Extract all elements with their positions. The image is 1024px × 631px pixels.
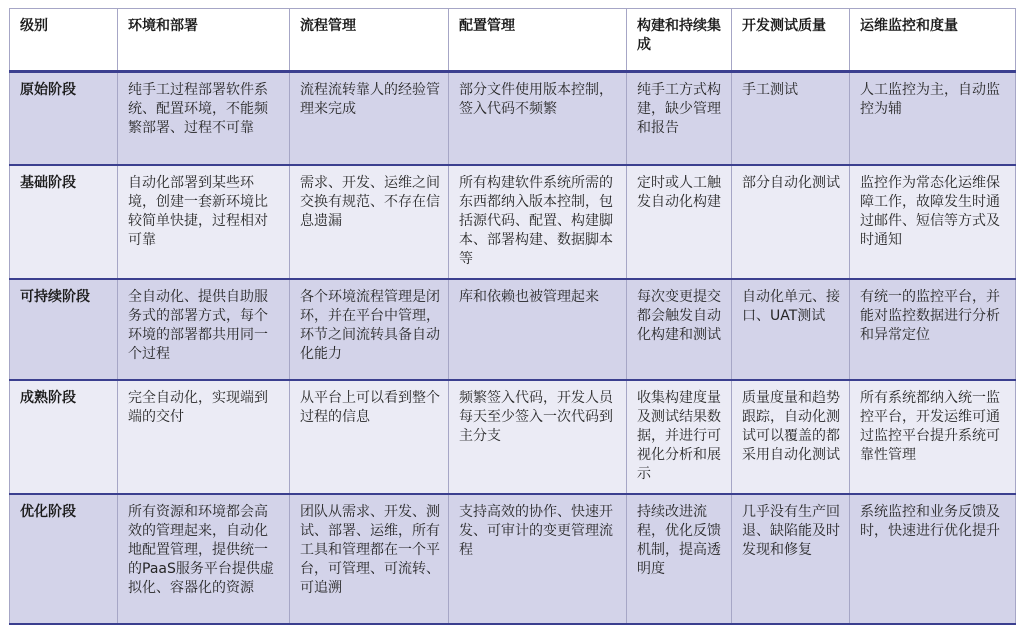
table-cell: 流程流转靠人的经验管理来完成 (290, 72, 449, 166)
table-cell: 有统一的监控平台，并能对监控数据进行分析和异常定位 (850, 279, 1016, 380)
table-cell: 团队从需求、开发、测试、部署、运维，所有工具和管理都在一个平台，可管理、可流转、可追溯 (290, 494, 449, 624)
header-config-mgmt: 配置管理 (449, 9, 627, 72)
table-cell: 部分文件使用版本控制，签入代码不频繁 (449, 72, 627, 166)
row-level-label: 优化阶段 (10, 494, 118, 624)
table-cell: 手工测试 (732, 72, 850, 166)
table-cell: 监控作为常态化运维保障工作，故障发生时通过邮件、短信等方式及时通知 (850, 165, 1016, 278)
table-cell: 所有构建软件系统所需的东西都纳入版本控制，包括源代码、配置、构建脚本、部署构建、数据脚本等 (449, 165, 627, 278)
header-process-mgmt: 流程管理 (290, 9, 449, 72)
header-ops-monitoring: 运维监控和度量 (850, 9, 1016, 72)
table-header-row (10, 9, 1016, 72)
table-cell: 收集构建度量及测试结果数据，并进行可视化分析和展示 (627, 380, 732, 494)
table-cell: 频繁签入代码，开发人员每天至少签入一次代码到主分支 (449, 380, 627, 494)
table-cell: 每次变更提交都会触发自动化构建和测试 (627, 279, 732, 380)
table-cell: 完全自动化，实现端到端的交付 (118, 380, 290, 494)
table-row (10, 279, 1016, 380)
table-cell: 持续改进流程，优化反馈机制，提高透明度 (627, 494, 732, 624)
devops-maturity-table (9, 8, 1016, 625)
header-env-deploy: 环境和部署 (118, 9, 290, 72)
row-level-label: 成熟阶段 (10, 380, 118, 494)
table-row (10, 494, 1016, 624)
row-level-label: 可持续阶段 (10, 279, 118, 380)
table-cell: 库和依赖也被管理起来 (449, 279, 627, 380)
table-cell: 各个环境流程管理是闭环，并在平台中管理，环节之间流转具备自动化能力 (290, 279, 449, 380)
table-cell: 纯手工过程部署软件系统、配置环境，不能频繁部署、过程不可靠 (118, 72, 290, 166)
table-cell: 支持高效的协作、快速开发、可审计的变更管理流程 (449, 494, 627, 624)
table-cell: 从平台上可以看到整个过程的信息 (290, 380, 449, 494)
table-row (10, 165, 1016, 278)
table-cell: 系统监控和业务反馈及时，快速进行优化提升 (850, 494, 1016, 624)
table-cell: 自动化单元、接口、UAT测试 (732, 279, 850, 380)
table-cell: 定时或人工触发自动化构建 (627, 165, 732, 278)
header-build-ci: 构建和持续集成 (627, 9, 732, 72)
row-level-label: 基础阶段 (10, 165, 118, 278)
table-cell: 全自动化、提供自助服务式的部署方式，每个环境的部署都共用同一个过程 (118, 279, 290, 380)
row-level-label: 原始阶段 (10, 72, 118, 166)
table-cell: 几乎没有生产回退、缺陷能及时发现和修复 (732, 494, 850, 624)
table-cell: 人工监控为主，自动监控为辅 (850, 72, 1016, 166)
table-cell: 需求、开发、运维之间交换有规范、不存在信息遗漏 (290, 165, 449, 278)
table-cell: 纯手工方式构建，缺少管理和报告 (627, 72, 732, 166)
table-row (10, 72, 1016, 166)
table-cell: 质量度量和趋势跟踪，自动化测试可以覆盖的都采用自动化测试 (732, 380, 850, 494)
table-cell: 自动化部署到某些环境，创建一套新环境比较简单快捷，过程相对可靠 (118, 165, 290, 278)
table-row (10, 380, 1016, 494)
header-level: 级别 (10, 9, 118, 72)
table-cell: 部分自动化测试 (732, 165, 850, 278)
header-dev-test-quality: 开发测试质量 (732, 9, 850, 72)
table-cell: 所有资源和环境都会高效的管理起来，自动化地配置管理，提供统一的PaaS服务平台提供虚拟化、容器化的资源 (118, 494, 290, 624)
table-cell: 所有系统都纳入统一监控平台，开发运维可通过监控平台提升系统可靠性管理 (850, 380, 1016, 494)
